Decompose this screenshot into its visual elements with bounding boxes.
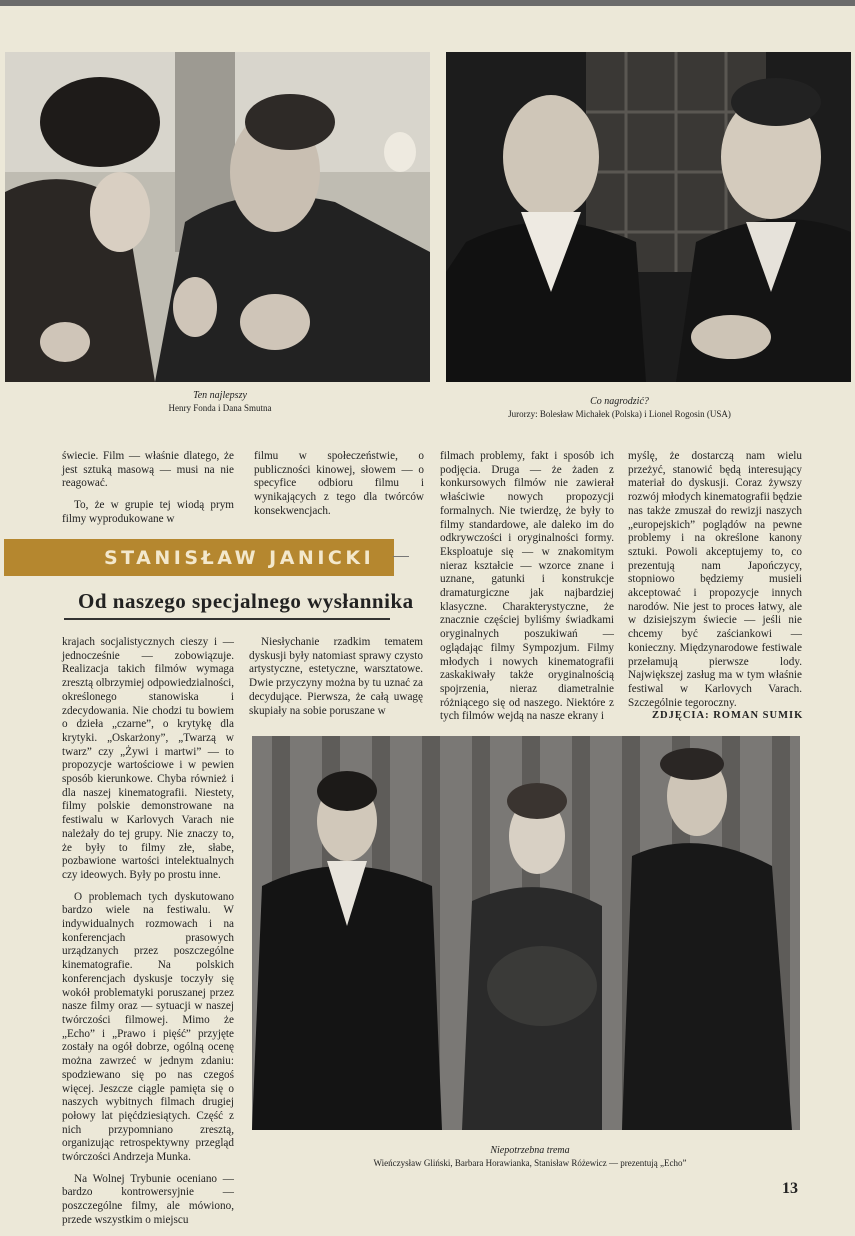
top-col-4 (628, 450, 802, 718)
photo-echo-presentation (252, 736, 800, 1130)
top-col-2-para: filmu w społeczeństwie, o publiczności kinowej, słowem — o specyfice odbioru filmu i wynikających z tego dla twórców konsekwencjach. (254, 450, 424, 517)
photo3-caption-sub: Wieńczysław Gliński, Barbara Horawianka, Stanisław Różewicz — prezentują „Echo” (373, 1158, 687, 1168)
lower-col-left (62, 636, 234, 1236)
author-name: STANISŁAW JANICKI (104, 547, 375, 569)
photo-fonda-smutna (5, 52, 430, 382)
top-col-3 (440, 450, 614, 732)
photo3-caption (300, 1145, 760, 1169)
photo1-caption-title: Ten najlepszy (193, 390, 247, 401)
top-col-1-para-1: świecie. Film — właśnie dlatego, że jest sztuką masową — musi na nie reagować. (62, 450, 234, 490)
lower-left-para-3: Na Wolnej Trybunie oceniano — bardzo kontrowersyjnie — poszczególne filmy, ale mówiono, przede wszystkim o miejscu (62, 1172, 234, 1226)
banner-rule (393, 556, 409, 557)
photo2-caption-title: Co nagrodzić? (590, 396, 649, 407)
top-col-1-para-2: To, że w grupie tej wiodą prym filmy wyprodukowane w (62, 499, 234, 525)
top-edge-bar (0, 0, 855, 6)
lower-left-para-1: krajach socjalistycznych cieszy i — jednocześnie — zobowiązuje. Realizacja takich filmów wymaga zresztą olbrzymiej odpowiedzialności, określonego stanowiska i zdecydowania. Nie chodzi tu bowiem o dzieła „czarne”, o krytykę dla krytyki. „Oskarżony”, „Twarzą w twarz” czy „Żywi i martwi” — to propozycje wartościowe i w pewien sposób kierunkowe. Chyba również i dla naszej kinematografii. Niestety, filmy polskie demonstrowane na festiwalu w Karlovych Varach nie należały do tej grupy. Nie znaczy to, że były to filmy złe, słabe, pozbawione wartości intelektualnych czy ideowych. Były po prostu inne. (62, 636, 234, 881)
photo2-caption-sub: Jurorzy: Bolesław Michałek (Polska) i Lionel Rogosin (USA) (508, 409, 731, 419)
photo3-caption-title: Niepotrzebna trema (490, 1145, 570, 1156)
top-col-3-para: filmach problemy, fakt i sposób ich podjęcia. Druga — że żaden z konkursowych filmów nie zawierał właściwie nowych propozycji formalnych. Nie twierdzę, że były to filmy standardowe, ale daleko im do odkrywczości i oryginalności formy. Eksploatuje się — w znakomitym nieraz kształcie — wzorce znane i uznane, gatunki i konstrukcje dramaturgiczne jak najbardziej klasyczne. Charakterystyczne, że znacznie częściej byliśmy świadkami oryginalnych poszukiwań — oglądając filmy Sympozjum. Filmy młodych i nowych kinematografii zaskakiwały także oryginalnością spojrzenia, nieraz diametralnie różniącego się od naszego. Niektóre z tych filmów wejdą na nasze ekrany i (440, 450, 614, 723)
author-banner (4, 539, 394, 576)
top-col-4-para: myślę, że dostarczą nam wielu przeżyć, stanowić będą interesujący materiał do dyskusji. Coraz żywszy rozwój młodych kinematografii będzie nas także zmuszał do rewizji naszych „europejskich” poglądów na pewne problemy i na określone kanony sztuki. Powoli akceptujemy to, co prezentują nam Japończycy, stopniowo będziemy musieli akceptować i propozycje innych narodów. Nie jest to proces łatwy, ale w dzisiejszym świecie — jeśli nie chcemy być zaściankowi — konieczny. Międzynarodowe festiwale przełamują pierwsze lody. Największej zasług ma w tym właśnie festiwal w Karlovych Varach. Szczególnie tegoroczny. (628, 450, 802, 709)
photo-credit: ZDJĘCIA: ROMAN SUMIK (652, 710, 804, 721)
top-col-2 (254, 450, 424, 527)
photo1-caption-sub: Henry Fonda i Dana Smutna (168, 403, 272, 413)
subtitle-underline (64, 618, 390, 620)
lower-left-para-2: O problemach tych dyskutowano bardzo wiele na festiwalu. W indywidualnych rozmowach i na konferencjach prasowych urządzanych przez poszczególne kinematografie. Na polskich konferencjach dyskusje toczyły się wokół problematyki poruszanej przez nasze filmy oraz — sytuacji w naszej twórczości filmowej. Mimo że „Echo” i „Prawo i pięść” przyjęte zostały na ogół dobrze, ogólną ocenę można zawrzeć w jednym zdaniu: spodziewano się po nas czegoś więcej. Jeszcze ciągle pamięta się o naszych wybitnych filmach drugiej połowy lat pięćdziesiątych. Część z nich przypomniano zresztą, organizując retrospektywny przegląd twórczości Andrzeja Munka. (62, 890, 234, 1164)
photo2-caption (452, 396, 787, 420)
page-number: 13 (782, 1180, 798, 1197)
photo-jurors (446, 52, 851, 382)
lower-mid-para: Niesłychanie rzadkim tematem dyskusji były natomiast sprawy czysto artystyczne, estetyczne, warsztatowe. Dwie przyczyny można by tu uznać za decydujące. Pierwsza, że całą uwagę skupiały na sobie poruszane w (249, 636, 423, 717)
lower-col-mid (249, 636, 423, 726)
top-col-1 (62, 450, 234, 535)
photo1-caption (110, 390, 330, 414)
article-subtitle: Od naszego specjalnego wysłannika (78, 589, 414, 613)
